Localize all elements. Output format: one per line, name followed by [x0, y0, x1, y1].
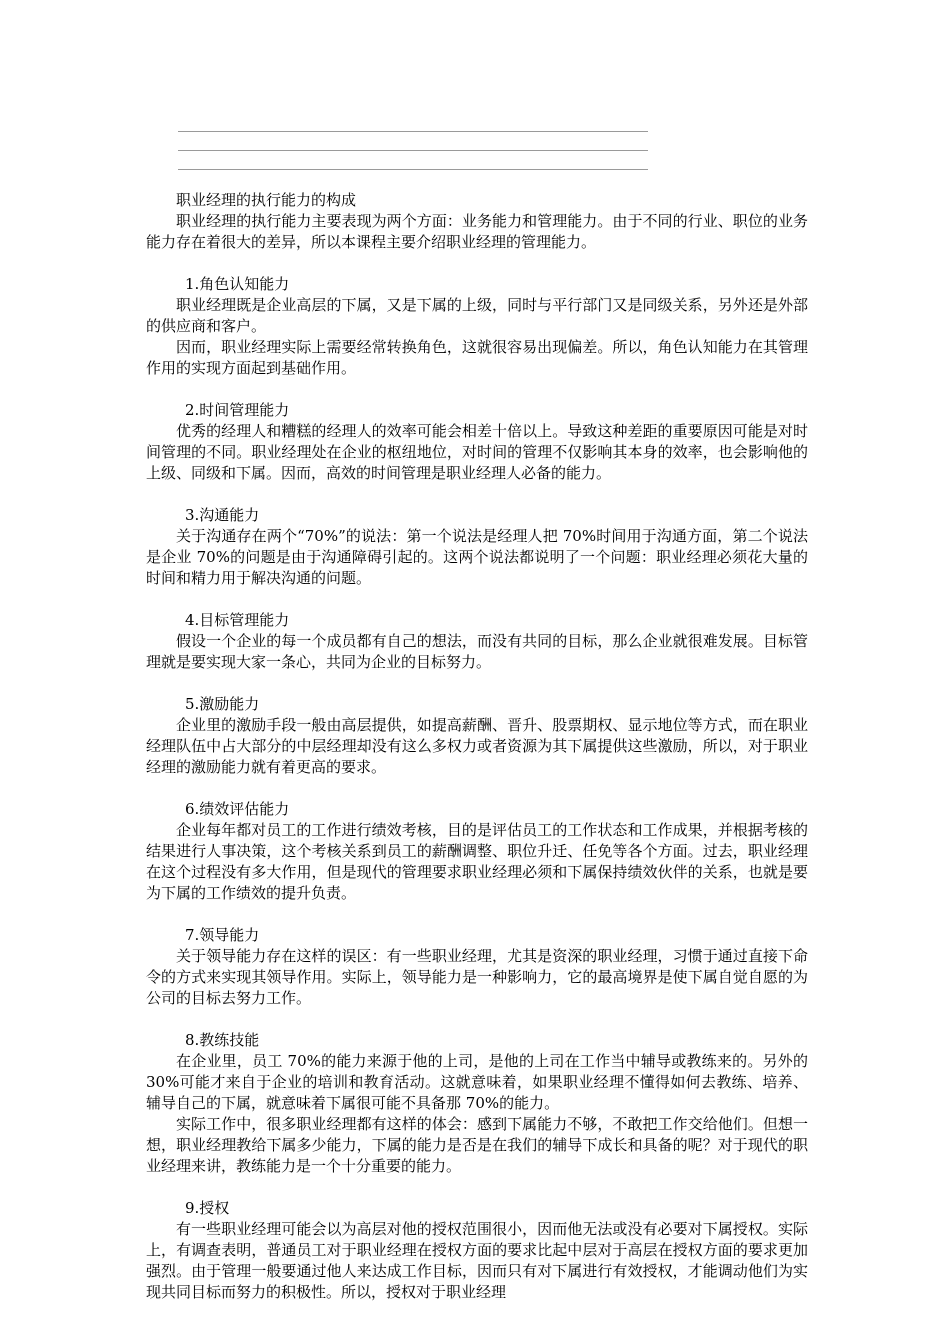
section-heading: 2.时间管理能力 — [185, 401, 290, 419]
section-heading: 4.目标管理能力 — [185, 611, 290, 629]
section-paragraph: 关于沟通存在两个“70%”的说法：第一个说法是经理人把 70%时间用于沟通方面，第二个说法是企业 70%的问题是由于沟通障碍引起的。这两个说法都说明了一个问题：职业经理必须花大量的时间和精力用于解决沟通的问题。 — [146, 527, 808, 587]
section-paragraph: 实际工作中，很多职业经理都有这样的体会：感到下属能力不够，不敢把工作交给他们。但想一想，职业经理教给下属多少能力，下属的能力是否是在我们的辅导下成长和具备的呢？对于现代的职业经理来讲，教练能力是一个十分重要的能力。 — [146, 1115, 808, 1175]
section-heading: 5.激励能力 — [185, 695, 260, 713]
header-rule — [178, 150, 648, 151]
section-role-awareness — [146, 274, 808, 379]
section-paragraph: 职业经理既是企业高层的下属，又是下属的上级，同时与平行部门又是同级关系，另外还是外部的供应商和客户。 — [146, 296, 808, 335]
header-rule — [178, 131, 648, 132]
section-paragraph: 企业里的激励手段一般由高层提供，如提高薪酬、晋升、股票期权、显示地位等方式，而在职业经理队伍中占大部分的中层经理却没有这么多权力或者资源为其下属提供这些激励，所以，对于职业经理的激励能力就有着更高的要求。 — [146, 716, 808, 776]
section-paragraph: 优秀的经理人和糟糕的经理人的效率可能会相差十倍以上。导致这种差距的重要原因可能是对时间管理的不同。职业经理处在企业的枢纽地位，对时间的管理不仅影响其本身的效率，也会影响他的上级、同级和下属。因而，高效的时间管理是职业经理人必备的能力。 — [146, 422, 808, 482]
section-heading: 1.角色认知能力 — [185, 275, 290, 293]
section-heading: 9.授权 — [185, 1199, 230, 1217]
section-goal-management — [146, 610, 808, 673]
intro-paragraph: 职业经理的执行能力主要表现为两个方面：业务能力和管理能力。由于不同的行业、职位的业务能力存在着很大的差异，所以本课程主要介绍职业经理的管理能力。 — [146, 212, 808, 251]
section-heading: 8.教练技能 — [185, 1031, 260, 1049]
section-performance-evaluation — [146, 799, 808, 904]
section-heading: 7.领导能力 — [185, 926, 260, 944]
section-paragraph: 企业每年都对员工的工作进行绩效考核，目的是评估员工的工作状态和工作成果，并根据考核的结果进行人事决策，这个考核关系到员工的薪酬调整、职位升迁、任免等各个方面。过去，职业经理在这个过程没有多大作用，但是现代的管理要求职业经理必须和下属保持绩效伙伴的关系，也就是要为下属的工作绩效的提升负责。 — [146, 821, 808, 902]
section-delegation — [146, 1198, 808, 1303]
section-paragraph: 因而，职业经理实际上需要经常转换角色，这就很容易出现偏差。所以，角色认知能力在其管理作用的实现方面起到基础作用。 — [146, 338, 808, 377]
section-paragraph: 关于领导能力存在这样的误区：有一些职业经理，尤其是资深的职业经理，习惯于通过直接下命令的方式来实现其领导作用。实际上，领导能力是一种影响力，它的最高境界是使下属自觉自愿的为公司的目标去努力工作。 — [146, 947, 808, 1007]
document-title: 职业经理的执行能力的构成 — [176, 191, 357, 209]
section-coaching — [146, 1030, 808, 1177]
section-leadership — [146, 925, 808, 1009]
section-paragraph: 有一些职业经理可能会以为高层对他的授权范围很小，因而他无法或没有必要对下属授权。实际上，有调查表明，普通员工对于职业经理在授权方面的要求比起中层对于高层在授权方面的要求更加强烈。由于管理一般要通过他人来达成工作目标，因而只有对下属进行有效授权，才能调动他们为实现共同目标而努力的积极性。所以，授权对于职业经理 — [146, 1220, 808, 1301]
section-communication — [146, 505, 808, 589]
header-rule — [178, 169, 648, 170]
section-motivation — [146, 694, 808, 778]
document-body — [146, 190, 808, 1303]
section-heading: 3.沟通能力 — [185, 506, 260, 524]
section-paragraph: 假设一个企业的每一个成员都有自己的想法，而没有共同的目标，那么企业就很难发展。目标管理就是要实现大家一条心，共同为企业的目标努力。 — [146, 632, 808, 671]
section-time-management — [146, 400, 808, 484]
section-heading: 6.绩效评估能力 — [185, 800, 290, 818]
section-paragraph: 在企业里，员工 70%的能力来源于他的上司，是他的上司在工作当中辅导或教练来的。另外的 30%可能才来自于企业的培训和教育活动。这就意味着，如果职业经理不懂得如何去教练、培养、辅导自己的下属，就意味着下属很可能不具备那 70%的能力。 — [146, 1052, 808, 1112]
header-rules — [178, 131, 648, 188]
